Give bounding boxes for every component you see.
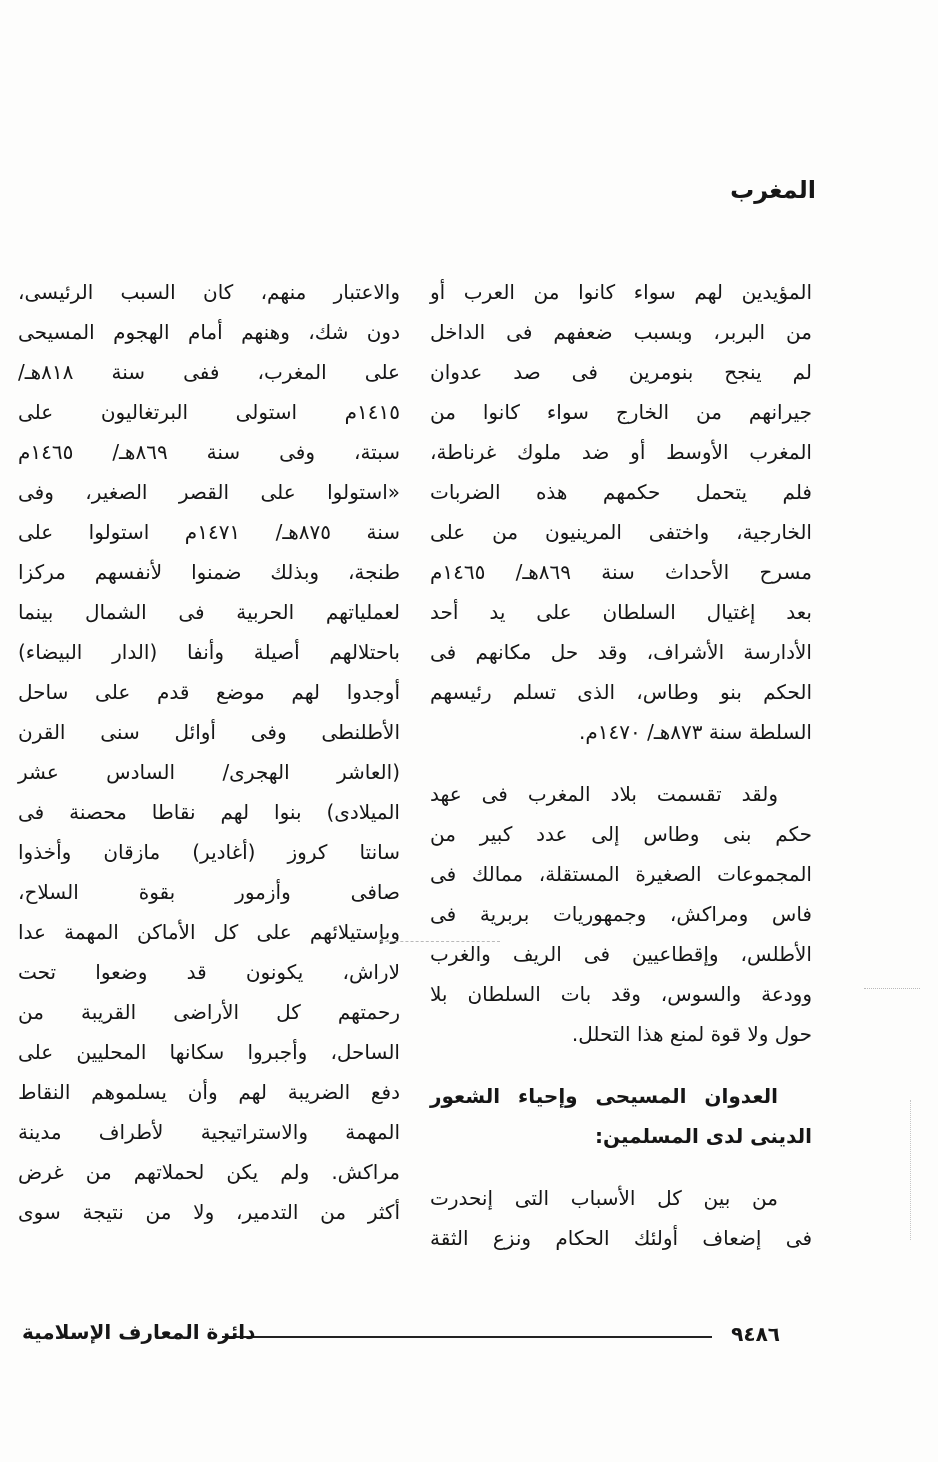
- text-line: والاعتبار منهم، كان السبب الرئيسى،: [18, 280, 400, 304]
- paragraph-gap: [430, 1156, 812, 1178]
- paragraph: [430, 272, 812, 752]
- paragraph: [430, 774, 812, 1054]
- text-line: (العاشر الهجرى/ السادس عشر: [18, 760, 400, 784]
- text-line: أكثر من التدمير، ولا من نتيجة سوى: [18, 1200, 400, 1224]
- text-line: رحمتهم كل الأراضى القريبة من: [18, 1000, 400, 1024]
- scan-artifact: [864, 988, 920, 989]
- text-line: فاس ومراكش، وجمهوريات بربرية فى: [430, 902, 812, 926]
- text-line: المغرب الأوسط أو ضد ملوك غرناطة،: [430, 440, 812, 464]
- text-line: لعملياتهم الحربية فى الشمال بينما: [18, 600, 400, 624]
- text-line: مسرح الأحداث سنة ٨٦٩هـ/ ١٤٦٥م: [430, 560, 812, 584]
- text-line: بعد إغتيال السلطان على يد أحد: [430, 600, 812, 624]
- text-line: من البربر، وبسبب ضعفهم فى الداخل: [430, 320, 812, 344]
- text-line: فلم يتحمل حكمهم هذه الضربات: [430, 480, 812, 504]
- text-line: جيرانهم من الخارج سواء كانوا من: [430, 400, 812, 424]
- right-column: [430, 272, 812, 1258]
- text-line: الأطلنطى وفى أوائل سنى القرن: [18, 720, 400, 744]
- text-line: طنجة، وبذلك ضمنوا لأنفسهم مركزا: [18, 560, 400, 584]
- text-line: ١٤١٥م استولى البرتغاليون على: [18, 400, 400, 424]
- text-line: حول ولا قوة لمنع هذا التحلل.: [571, 1022, 812, 1046]
- text-line: الميلادى) بنوا لهم نقاطا محصنة فى: [18, 800, 400, 824]
- text-line: الأطلس، وإقطاعيين فى الريف والغرب: [430, 942, 812, 966]
- paragraph-gap: [430, 752, 812, 774]
- text-line: سانتا كروز (أغادير) مازقان وأخذوا: [18, 840, 400, 864]
- text-line: الساحل، وأجبروا سكانها المحليين على: [18, 1040, 400, 1064]
- text-line: المهمة والاستراتيجية لأطراف مدينة: [18, 1120, 400, 1144]
- text-line: فى إضعاف أولئك الحكام ونزع الثقة: [430, 1226, 812, 1250]
- text-line: دفع الضريبة لهم وأن يسلموهم النقاط: [18, 1080, 400, 1104]
- heading-line: الدينى لدى المسلمين:: [594, 1124, 812, 1148]
- text-line: المجموعات الصغيرة المستقلة، ممالك فى: [430, 862, 812, 886]
- text-line: لم ينجح بنومرين فى صد عدوان: [430, 360, 812, 384]
- footer-rule: [222, 1336, 712, 1338]
- text-line: حكم بنى وطاس إلى عدد كبير من: [430, 822, 812, 846]
- text-line: وبإستيلائهم على كل الأماكن المهمة عدا: [18, 920, 400, 944]
- paragraph-gap: [430, 1054, 812, 1076]
- text-line: سنة ٨٧٥هـ/ ١٤٧١م استولوا على: [18, 520, 400, 544]
- text-line: الحكم بنو وطاس، الذى تسلم رئيسهم: [430, 680, 812, 704]
- text-line: الخارجية، واختفى المرينيون من على: [430, 520, 812, 544]
- heading-line: العدوان المسيحى وإحياء الشعور: [430, 1084, 778, 1108]
- running-head: المغرب: [730, 176, 816, 204]
- text-line: باحتلالهم أصيلة وأنفا (الدار البيضاء): [18, 640, 400, 664]
- publication-title: دائرة المعارف الإسلامية: [22, 1320, 256, 1344]
- scan-artifact: [380, 941, 500, 942]
- scan-artifact: [910, 1100, 911, 1240]
- text-line: من بين كل الأسباب التى إنحدرت: [430, 1186, 778, 1210]
- text-line: صافى وأزمور بقوة السلاح،: [18, 880, 400, 904]
- section-heading: [430, 1076, 812, 1156]
- text-line: ولقد تقسمت بلاد المغرب فى عهد: [430, 782, 778, 806]
- text-line: السلطة سنة ٨٧٣هـ/ ١٤٧٠م.: [579, 720, 812, 744]
- text-line: الأدارسة الأشراف، وقد حل مكانهم فى: [430, 640, 812, 664]
- text-line: لاراش، يكونون قد وضعوا تحت: [18, 960, 400, 984]
- paragraph: [430, 1178, 812, 1258]
- left-column: [18, 272, 400, 1232]
- text-line: دون شك، وهنهم أمام الهجوم المسيحى: [18, 320, 400, 344]
- text-line: وودعة والسوس، وقد بات السلطان بلا: [430, 982, 812, 1006]
- text-line: مراكش. ولم يكن لحملاتهم من غرض: [18, 1160, 400, 1184]
- text-line: على المغرب، ففى سنة ٨١٨هـ/: [18, 360, 400, 384]
- text-line: سبتة، وفى سنة ٨٦٩هـ/ ١٤٦٥م: [18, 440, 400, 464]
- page-number: ٩٤٨٦: [731, 1322, 780, 1346]
- page-footer: [0, 1318, 938, 1358]
- text-line: «استولوا على القصر الصغير، وفى: [18, 480, 400, 504]
- text-line: أوجدوا لهم موضع قدم على ساحل: [18, 680, 400, 704]
- text-line: المؤيدين لهم سواء كانوا من العرب أو: [430, 280, 812, 304]
